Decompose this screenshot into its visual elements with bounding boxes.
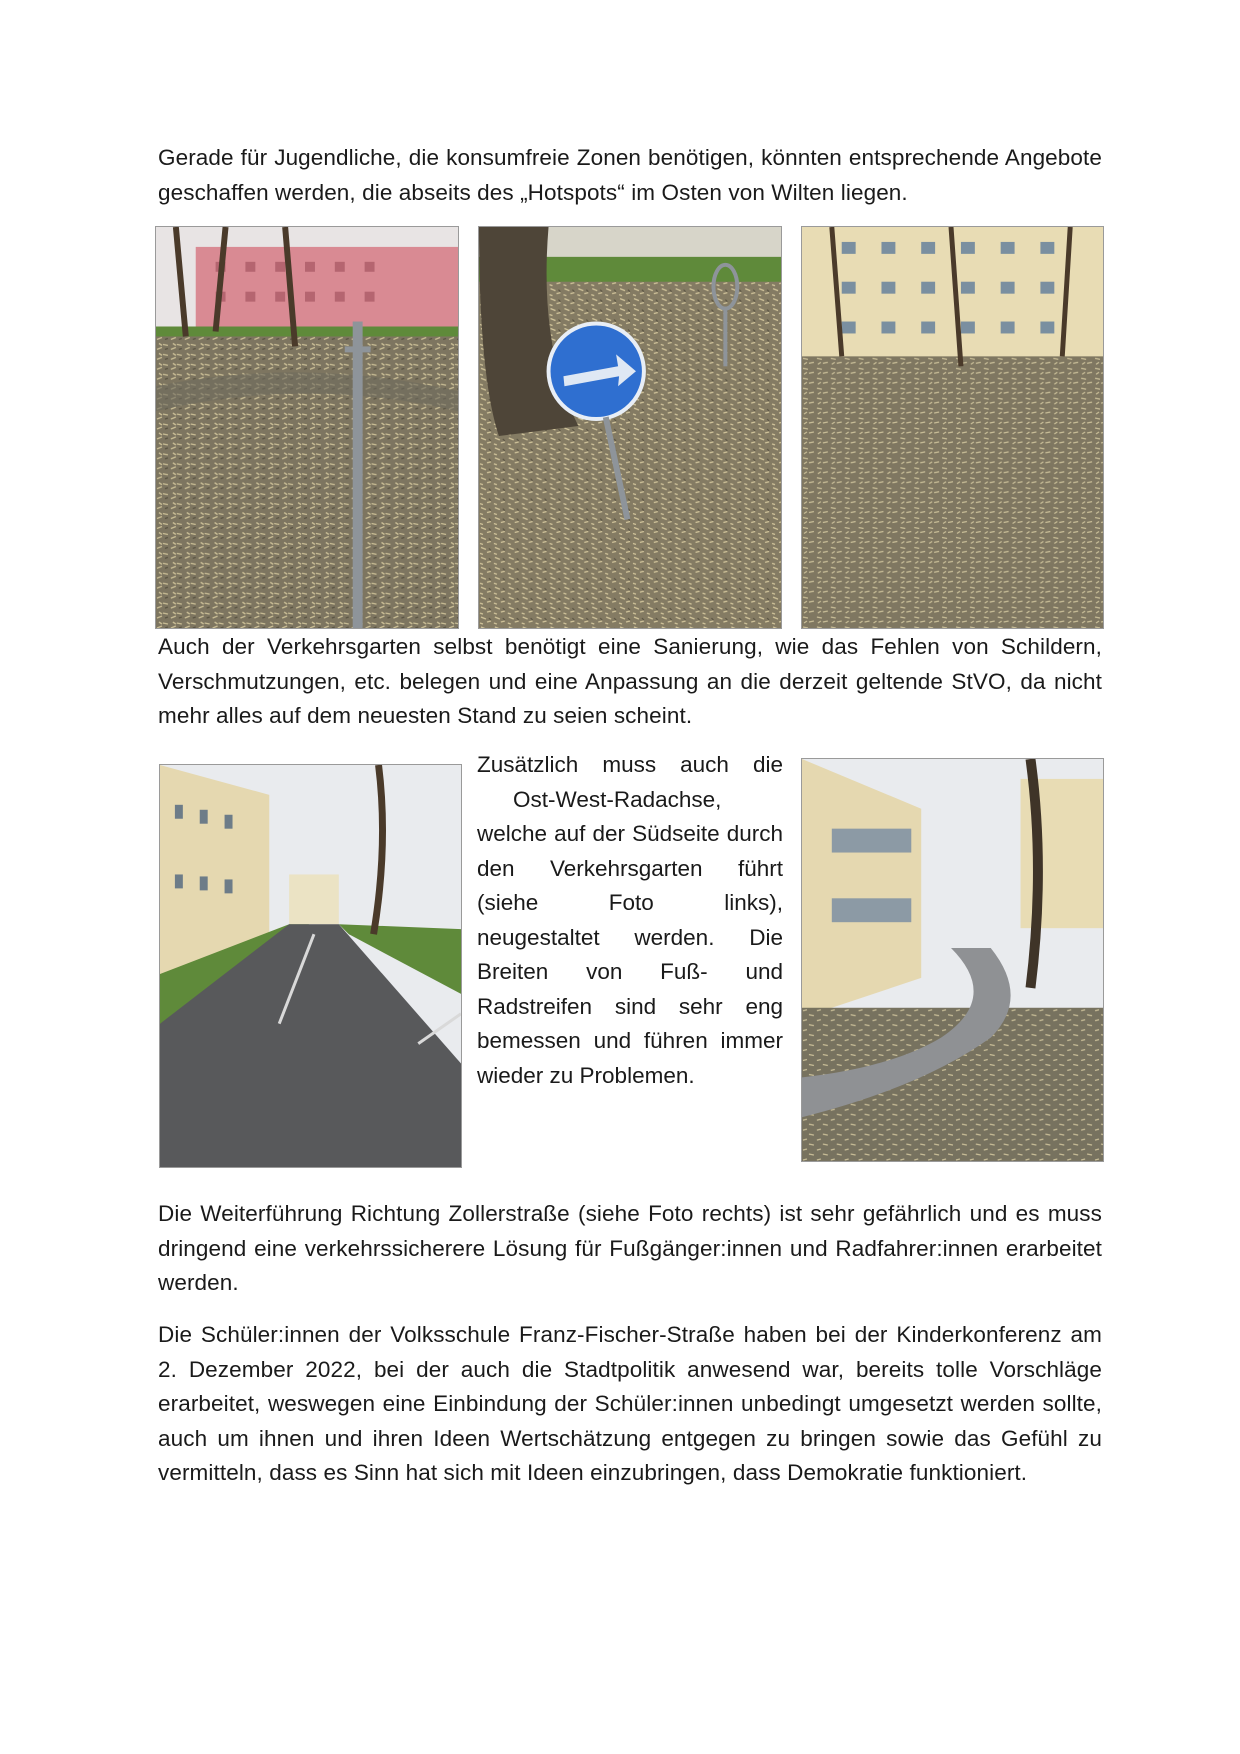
photo-bent-bicycle-sign (478, 226, 782, 629)
photo-bike-path-south-side (159, 764, 462, 1168)
photo-path-to-zollerstrasse (801, 758, 1104, 1162)
paragraph-youth-zones: Gerade für Jugendliche, die konsumfreie Zonen benötigen, könnten entsprechende Angebote geschaffen werden, die abseits des „Hotspots“ im Osten von Wilten liegen. (158, 145, 1102, 205)
photo-leaf-path-signpost (155, 226, 459, 629)
side-text-rest: Ost-West-Radachse, welche auf der Südseite durch den Verkehrsgarten führt (siehe Foto links), neugestaltet werden. Die Breiten von Fuß- und Radstreifen sind sehr eng bemessen und führen immer wieder zu Problemen. (477, 786, 783, 1088)
side-text-first-line: Zusätzlich muss auch die (477, 752, 783, 777)
paragraph-children-conference: Die Schüler:innen der Volksschule Franz-Fischer-Straße haben bei der Kinderkonferenz am 2. Dezember 2022, bei der auch die Stadtpolitik anwesend war, bereits tolle Vorschläge erarbeitet, weswegen eine Einbindung der Schüler:innen unbedingt umgesetzt werden sollte, auch um ihnen und ihren Ideen Wertschätzung entgegen zu bringen sowie das Gefühl zu vermitteln, dass es Sinn hat sich mit Ideen einzubringen, dass Demokratie funktioniert. (158, 1322, 1102, 1485)
paragraph-zollerstrasse-continuation: Die Weiterführung Richtung Zollerstraße (siehe Foto rechts) ist sehr gefährlich und es muss dringend eine verkehrssicherere Lösung für Fußgänger:innen und Radfahrer:innen erarbeitet werden. (158, 1201, 1102, 1295)
photo-leaf-covered-yard (801, 226, 1104, 629)
paragraph-east-west-bike-axis (477, 748, 783, 1093)
paragraph-traffic-garden-renovation: Auch der Verkehrsgarten selbst benötigt eine Sanierung, wie das Fehlen von Schildern, Verschmutzungen, etc. belegen und eine Anpassung an die derzeit geltende StVO, da nicht mehr alles auf dem neuesten Stand zu seien scheint. (158, 634, 1102, 728)
